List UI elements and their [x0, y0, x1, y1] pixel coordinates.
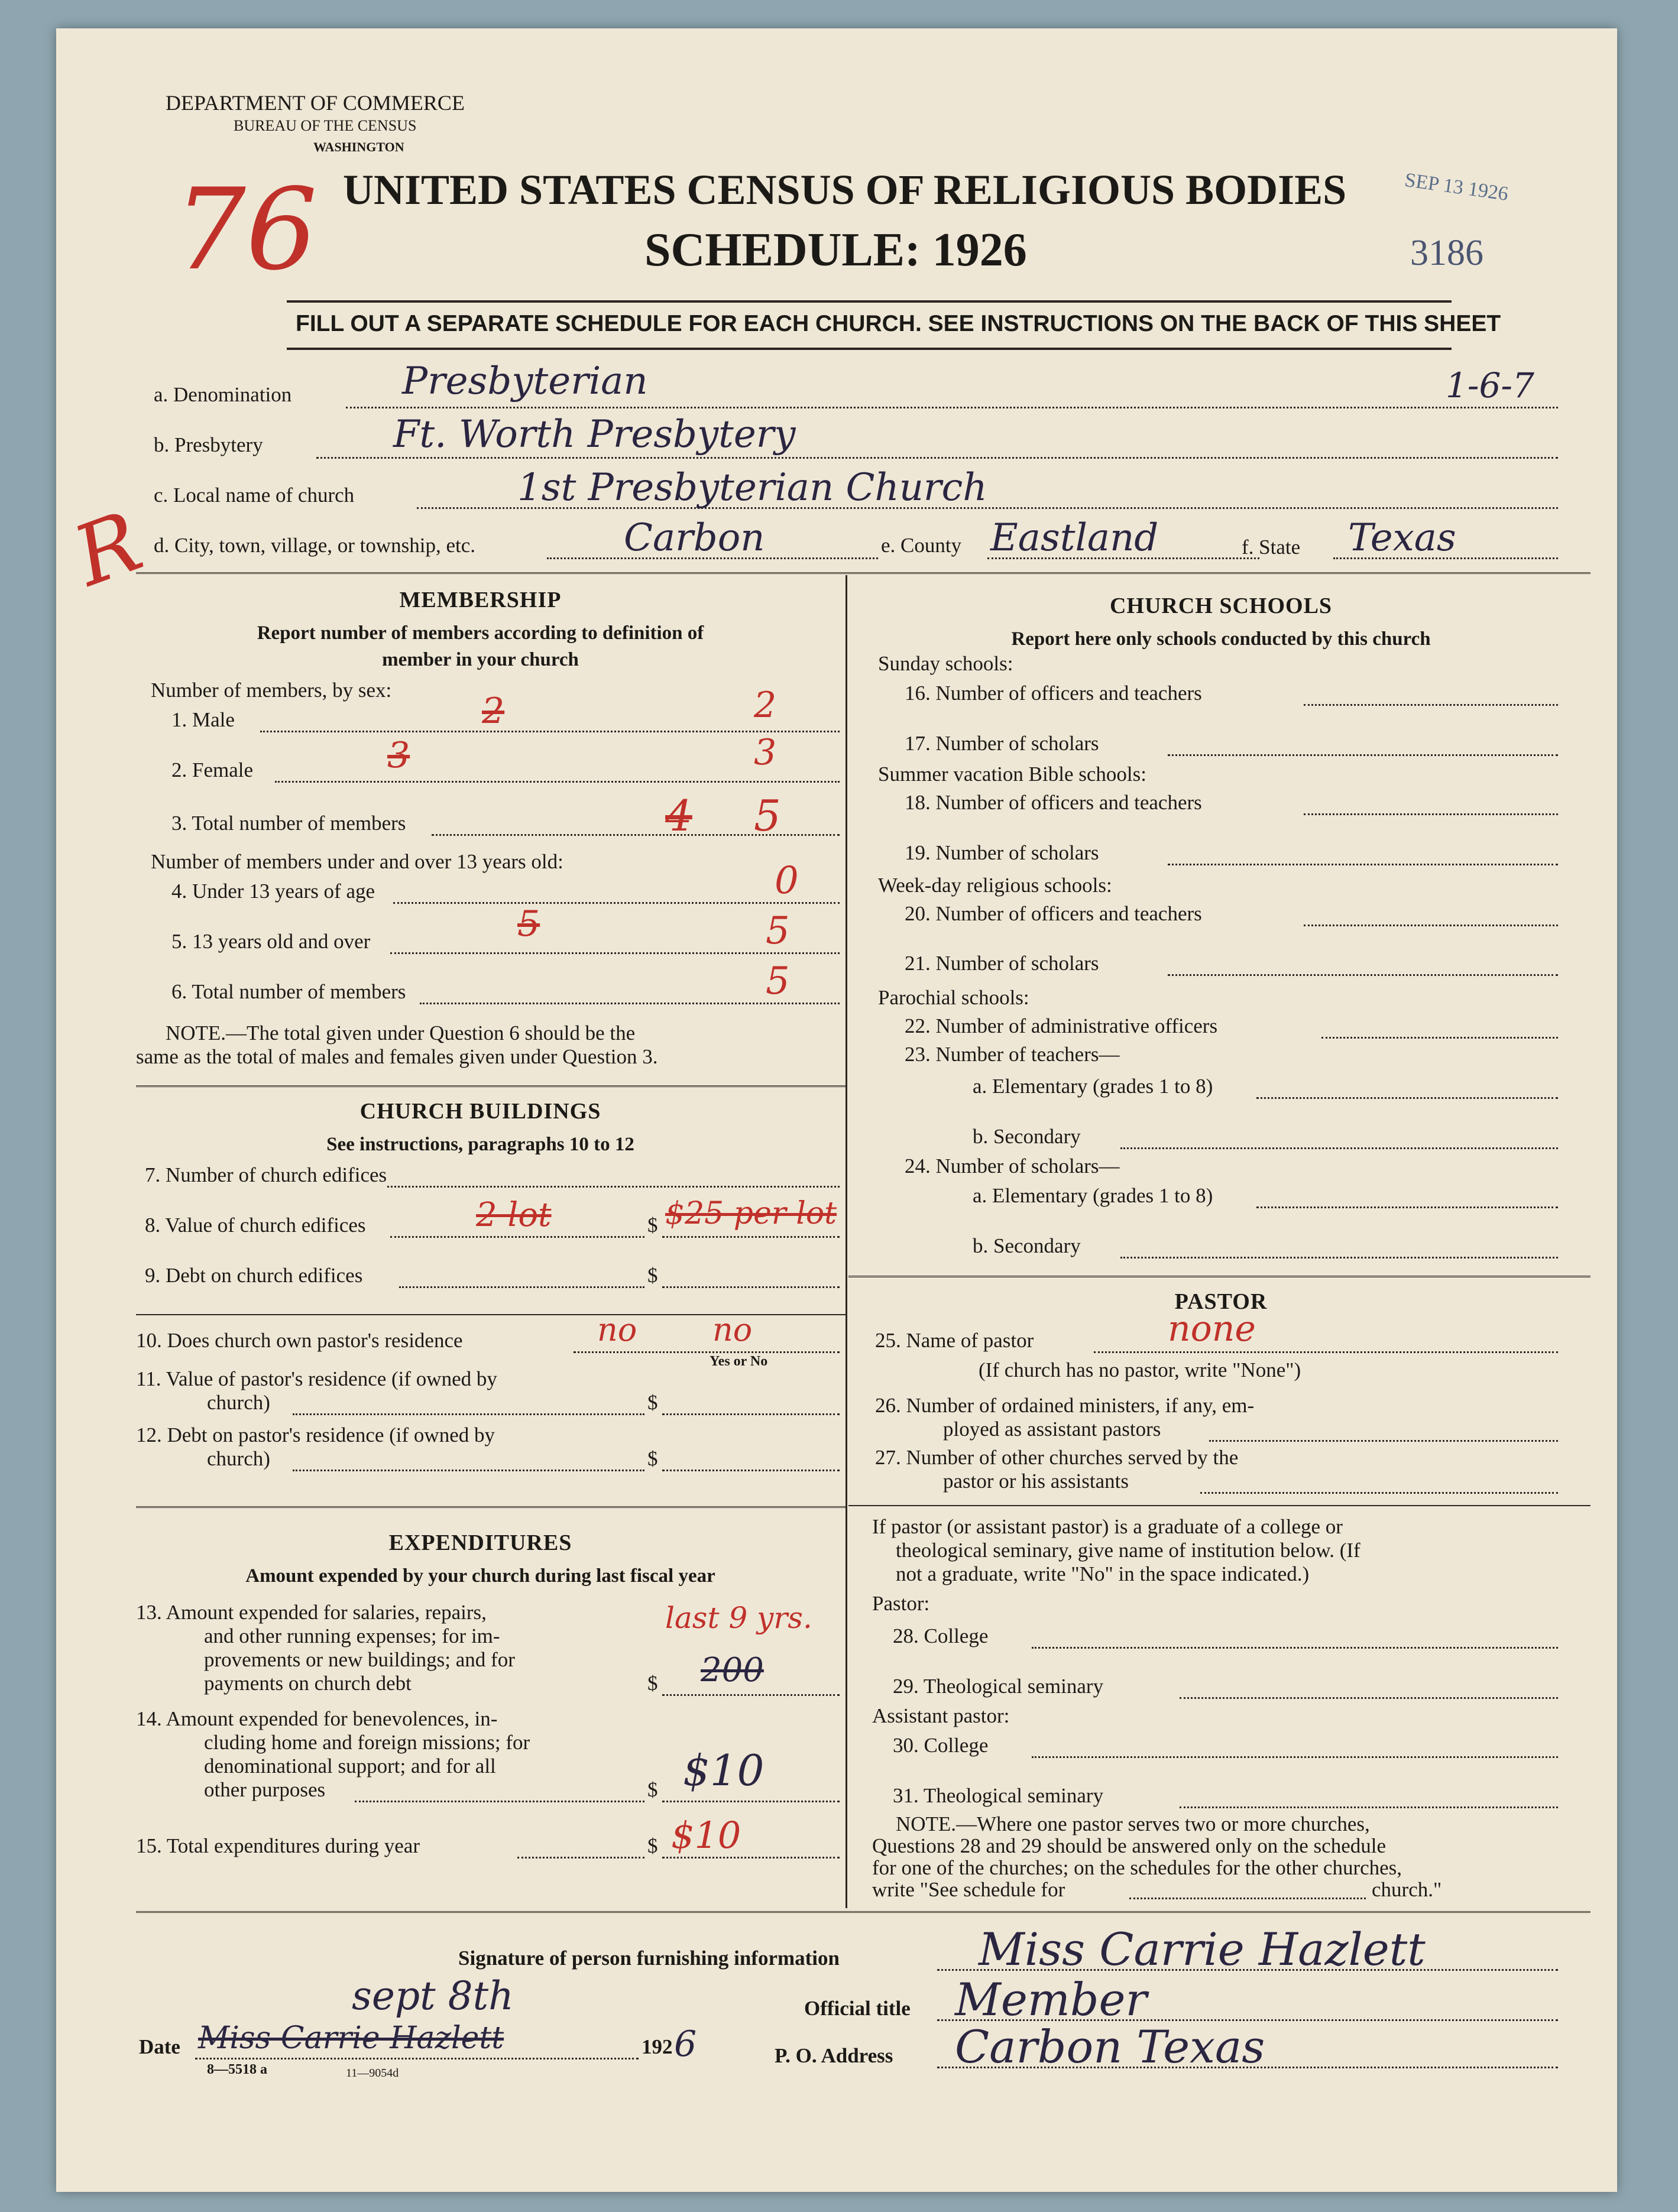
q9-debt-label: 9. Debt on church edifices [145, 1264, 363, 1287]
schools-heading: CHURCH SCHOOLS [1109, 593, 1333, 618]
q8-amount-value[interactable]: $25 per lot [665, 1196, 837, 1231]
county-label: e. County [881, 534, 962, 557]
presbytery-line [316, 457, 1558, 459]
q23-label: 23. Number of teachers— [905, 1043, 1120, 1066]
county-value[interactable]: Eastland [990, 516, 1159, 560]
age-intro-label: Number of members under and over 13 years old: [151, 850, 563, 873]
pastor-note-4: write "See schedule for [872, 1878, 1065, 1901]
q14-label-4: other purposes [204, 1778, 326, 1801]
assistant-pastor-sublabel: Assistant pastor: [872, 1704, 1010, 1727]
q18-label: 18. Number of officers and teachers [905, 791, 1202, 814]
q6-total-value[interactable]: 5 [766, 959, 790, 1003]
q13-period-note: last 9 yrs. [665, 1601, 812, 1635]
q17-line [1168, 754, 1558, 756]
q16-line [1304, 704, 1558, 706]
q23b-label: b. Secondary [973, 1125, 1081, 1148]
q1-male-value[interactable]: 2 [754, 685, 777, 726]
q7-edifices-label: 7. Number of church edifices [145, 1163, 387, 1186]
q15-dollar: $ [647, 1834, 658, 1857]
q10-value[interactable]: no [597, 1311, 637, 1348]
q26-line [1209, 1440, 1558, 1442]
q23a-line [1256, 1097, 1558, 1099]
q1-line [260, 731, 840, 732]
q9-amount-line [662, 1286, 840, 1288]
city-label: WASHINGTON [313, 140, 404, 154]
q14-label-2: cluding home and foreign missions; for [204, 1731, 530, 1754]
q11-dollar: $ [647, 1391, 658, 1414]
q8-dollar: $ [647, 1214, 658, 1237]
q6-total-label: 6. Total number of members [171, 980, 406, 1003]
q13-label-4: payments on church debt [204, 1672, 412, 1695]
year-digit[interactable]: 6 [674, 2023, 697, 2065]
q21-line [1168, 974, 1558, 976]
form-number-1: 8—5518 a [207, 2062, 267, 2077]
denomination-value[interactable]: Presbyterian [402, 359, 648, 403]
q22-line [1321, 1037, 1558, 1039]
q14-label-1: 14. Amount expended for benevolences, in- [136, 1707, 498, 1730]
q2-line [275, 781, 840, 783]
q9-line [399, 1286, 644, 1288]
q11-value-label-2: church) [207, 1391, 270, 1414]
summer-schools-label: Summer vacation Bible schools: [878, 763, 1146, 786]
q19-label: 19. Number of scholars [905, 841, 1099, 864]
expenditures-intro: Amount expended by your church during last fiscal year [245, 1565, 715, 1587]
header-rule-bottom [287, 348, 1452, 350]
q18-line [1304, 813, 1558, 815]
date-struck-text: Miss Carrie Hazlett [198, 2020, 504, 2056]
city-label-field: d. City, town, village, or township, etc. [154, 534, 476, 557]
q25-note: (If church has no pastor, write "None") [979, 1358, 1301, 1381]
bureau-label: BUREAU OF THE CENSUS [234, 117, 417, 134]
church-name-value[interactable]: 1st Presbyterian Church [517, 466, 987, 510]
weekday-schools-label: Week-day religious schools: [878, 874, 1112, 897]
q9-dollar: $ [647, 1264, 658, 1287]
q24b-line [1120, 1257, 1558, 1259]
q10-line [574, 1351, 840, 1353]
q22-label: 22. Number of administrative officers [905, 1014, 1218, 1037]
official-title-label: Official title [804, 1997, 911, 2020]
footer-rule [136, 1911, 1590, 1913]
q10-residence-label: 10. Does church own pastor's residence [136, 1329, 463, 1352]
q24a-line [1256, 1206, 1558, 1208]
q2-female-value[interactable]: 3 [754, 732, 777, 773]
q30-line [1032, 1756, 1558, 1758]
graduate-note-1: If pastor (or assistant pastor) is a graduate of a college or [872, 1515, 1343, 1538]
denomination-line [346, 407, 1558, 408]
pastor-note-line [1129, 1898, 1366, 1899]
expenditures-heading: EXPENDITURES [388, 1530, 572, 1555]
q27-label-2: pastor or his assistants [943, 1470, 1129, 1493]
pastor-note-5: church." [1372, 1878, 1442, 1901]
membership-rule [136, 1085, 846, 1087]
q13-label-1: 13. Amount expended for salaries, repairs, [136, 1601, 487, 1624]
q14-amount-line [662, 1801, 840, 1802]
department-label: DEPARTMENT OF COMMERCE [166, 91, 465, 115]
q15-amount-line [662, 1857, 840, 1859]
q26-label-2: ployed as assistant pastors [943, 1418, 1161, 1441]
yes-or-no-hint: Yes or No [710, 1354, 768, 1369]
q27-line [1200, 1492, 1558, 1494]
q23a-label: a. Elementary (grades 1 to 8) [973, 1075, 1213, 1098]
date-label: Date [139, 2035, 180, 2058]
q28-college-label: 28. College [893, 1624, 989, 1647]
state-value[interactable]: Texas [1348, 516, 1456, 560]
q13-dollar: $ [647, 1672, 658, 1695]
red-handwritten-number: 76 [174, 164, 318, 295]
state-label: f. State [1242, 536, 1301, 559]
membership-note-2: same as the total of males and females given under Question 3. [136, 1045, 658, 1068]
buildings-rule [136, 1506, 846, 1508]
signature-value[interactable]: Miss Carrie Hazlett [979, 1923, 1426, 1976]
q24b-label: b. Secondary [973, 1234, 1081, 1257]
date-line [195, 2058, 639, 2059]
pastor-note-2: Questions 28 and 29 should be answered only on the schedule [872, 1834, 1387, 1857]
denomination-label: a. Denomination [154, 383, 292, 406]
signature-label: Signature of person furnishing information [458, 1947, 840, 1970]
q8-line [390, 1236, 644, 1238]
q12-debt-label-2: church) [207, 1447, 270, 1470]
instruction-banner: FILL OUT A SEPARATE SCHEDULE FOR EACH CHURCH. SEE INSTRUCTIONS ON THE BACK OF THIS SHEET [296, 311, 1501, 336]
pastor-note-3: for one of the churches; on the schedules for the other churches, [872, 1856, 1402, 1879]
city-value[interactable]: Carbon [624, 516, 765, 560]
q12-debt-label-1: 12. Debt on pastor's residence (if owned by [136, 1423, 495, 1446]
q26-label-1: 26. Number of ordained ministers, if any, em- [875, 1394, 1255, 1417]
membership-intro-1: Report number of members according to definition of [257, 622, 704, 644]
church-name-label: c. Local name of church [154, 484, 355, 507]
q8-amount-line [662, 1236, 840, 1238]
q30-college-label: 30. College [893, 1734, 989, 1757]
q14-dollar: $ [647, 1778, 658, 1801]
q20-label: 20. Number of officers and teachers [905, 902, 1202, 925]
schools-rule [848, 1276, 1590, 1277]
po-address-value[interactable]: Carbon Texas [955, 2020, 1265, 2073]
parochial-schools-label: Parochial schools: [878, 986, 1029, 1009]
q3-total-value[interactable]: 5 [754, 791, 781, 841]
q4-under13-value[interactable]: 0 [775, 859, 799, 903]
q29-seminary-label: 29. Theological seminary [893, 1675, 1104, 1698]
received-date-stamp: SEP 13 1926 [1403, 168, 1510, 206]
q28-line [1032, 1647, 1558, 1649]
q5-over13-value[interactable]: 5 [766, 909, 790, 953]
membership-intro-2: member in your church [382, 649, 579, 670]
q5-struck-value: 5 [517, 903, 540, 945]
membership-note-1: NOTE.—The total given under Question 6 should be the [166, 1021, 636, 1045]
q3-total-label: 3. Total number of members [171, 812, 406, 835]
q25-pastor-name-value[interactable]: none [1168, 1308, 1256, 1350]
pastor-rule [848, 1505, 1590, 1506]
corner-code: 1-6-7 [1446, 365, 1534, 406]
form-title: UNITED STATES CENSUS OF RELIGIOUS BODIES [343, 166, 1347, 213]
q7-line [387, 1186, 840, 1188]
q24-label: 24. Number of scholars— [905, 1154, 1120, 1178]
form-number-2: 11—9054d [346, 2067, 399, 2080]
q2-female-label: 2. Female [171, 758, 254, 781]
q15-line [517, 1857, 644, 1859]
presbytery-label: b. Presbytery [154, 433, 263, 456]
q29-line [1180, 1697, 1558, 1699]
presbytery-value[interactable]: Ft. Worth Presbytery [393, 413, 796, 456]
q12-dollar: $ [647, 1447, 658, 1470]
q4-under13-label: 4. Under 13 years of age [171, 880, 375, 903]
q15-total-label: 15. Total expenditures during year [136, 1834, 420, 1857]
form-subtitle: SCHEDULE: 1926 [644, 224, 1027, 276]
red-r-mark: R [62, 493, 154, 606]
schools-intro: Report here only schools conducted by this church [1011, 628, 1431, 650]
fields-bottom-rule [136, 572, 1590, 574]
q14-label-3: denominational support; and for all [204, 1754, 496, 1778]
pastor-sublabel: Pastor: [872, 1592, 930, 1615]
q13-amount-line [662, 1694, 840, 1696]
q10-value-repeat: no [712, 1311, 753, 1348]
q25-line [1094, 1351, 1558, 1353]
date-value[interactable]: sept 8th [352, 1973, 514, 2019]
sunday-schools-label: Sunday schools: [878, 652, 1013, 675]
q24a-label: a. Elementary (grades 1 to 8) [973, 1184, 1213, 1207]
buildings-heading: CHURCH BUILDINGS [359, 1099, 601, 1124]
graduate-note-2: theological seminary, give name of institution below. (If [896, 1539, 1360, 1562]
q3-struck-value: 4 [665, 791, 692, 841]
po-address-label: P. O. Address [775, 2044, 893, 2067]
q14-line [355, 1801, 644, 1802]
q13-amount-value[interactable]: 200 [701, 1651, 764, 1689]
q16-label: 16. Number of officers and teachers [905, 682, 1202, 705]
q14-amount-value[interactable]: $10 [683, 1746, 765, 1795]
membership-heading: MEMBERSHIP [399, 588, 562, 612]
pastor-note-1: NOTE.—Where one pastor serves two or more churches, [896, 1812, 1370, 1835]
column-divider [846, 575, 847, 1908]
q4-line [393, 902, 840, 904]
q21-label: 21. Number of scholars [905, 952, 1099, 975]
census-schedule-sheet [56, 28, 1617, 2192]
q13-label-2: and other running expenses; for im- [204, 1624, 500, 1647]
q31-seminary-label: 31. Theological seminary [893, 1784, 1104, 1807]
q13-label-3: provements or new buildings; and for [204, 1648, 515, 1671]
q11-value-label-1: 11. Value of pastor's residence (if owned by [136, 1367, 497, 1390]
q25-label: 25. Name of pastor [875, 1329, 1034, 1352]
members-by-sex-label: Number of members, by sex: [151, 679, 392, 702]
buildings-intro: See instructions, paragraphs 10 to 12 [326, 1134, 634, 1155]
stamp-number: 3186 [1410, 233, 1483, 273]
q5-over13-label: 5. 13 years old and over [171, 930, 371, 953]
q8-value-label: 8. Value of church edifices [145, 1214, 366, 1237]
q12-amount-line [662, 1470, 840, 1471]
q31-line [1180, 1806, 1558, 1808]
q19-line [1168, 864, 1558, 865]
official-title-value[interactable]: Member [955, 1973, 1147, 2026]
q23b-line [1120, 1147, 1558, 1149]
q1-struck-value: 2 [482, 690, 505, 732]
q2-struck-value: 3 [387, 735, 410, 776]
q12-line [293, 1470, 644, 1471]
q11-line [293, 1413, 644, 1415]
q1-male-label: 1. Male [171, 708, 235, 731]
q20-line [1304, 925, 1558, 926]
q11-amount-line [662, 1413, 840, 1415]
q27-label-1: 27. Number of other churches served by the [875, 1446, 1239, 1469]
graduate-note-3: not a graduate, write "No" in the space indicated.) [896, 1562, 1310, 1585]
year-prefix: 192 [642, 2035, 673, 2058]
pastor-heading: PASTOR [1174, 1289, 1268, 1314]
header-rule-top [287, 300, 1452, 303]
q8-struck-value: 2 lot [476, 1196, 552, 1234]
q17-label: 17. Number of scholars [905, 732, 1099, 755]
q15-total-value[interactable]: $10 [671, 1814, 741, 1857]
